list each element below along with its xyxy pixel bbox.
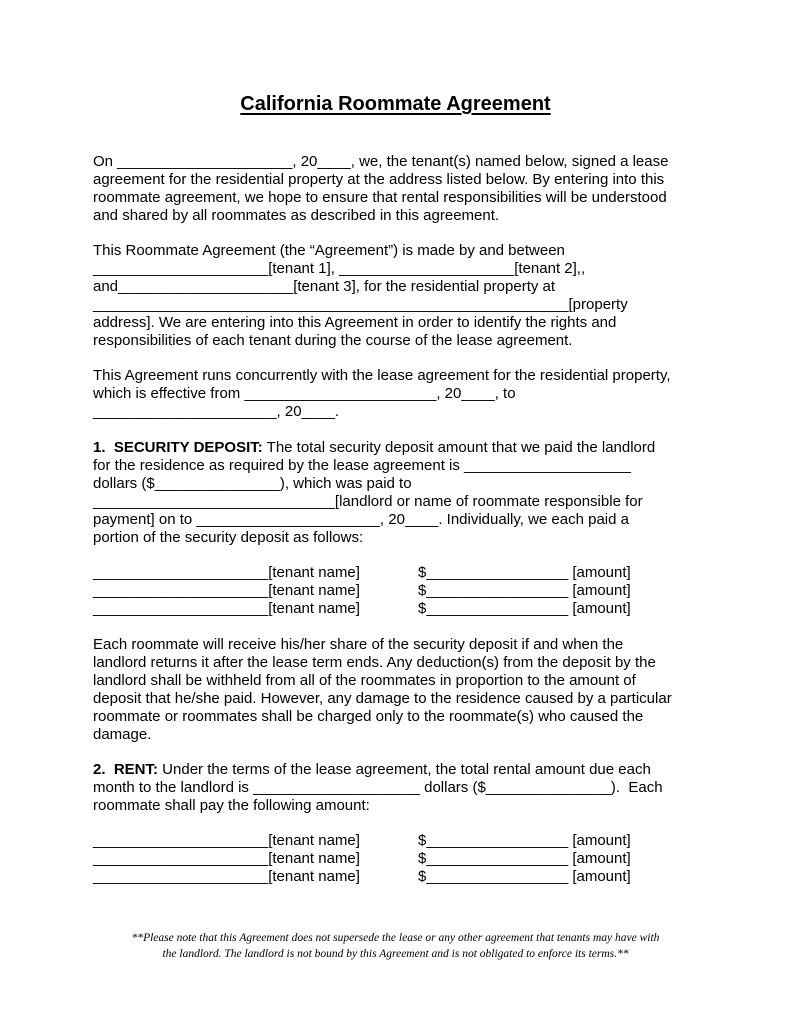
intro-line: and shared by all roommates as described in this agreement. [93,207,500,224]
section1-closing-line: roommate or roommates shall be charged only to the roommate(s) who caused the [93,708,644,725]
section1-heading: 1. SECURITY DEPOSIT: [93,439,263,456]
intro-line: roommate agreement, we hope to ensure that rental responsibilities will be understood [93,189,667,206]
parties-line: address]. We are entering into this Agreement in order to identify the rights and [93,314,617,331]
section1-first-line [93,439,655,457]
parties-line: _________________________________________________________[property [93,296,628,313]
parties-line: _____________________[tenant 1], _____________________[tenant 2],, [93,260,586,277]
term-line: ______________________, 20____. [93,403,340,420]
section1-closing-line: landlord shall be withheld from all of the roommates in proportion to the amount of [93,672,636,689]
section1-line: dollars ($_______________), which was paid to [93,475,412,492]
deposit-tenant-amount: $_________________ [amount] [418,564,631,581]
rent-tenant-name: _____________________[tenant name] [93,832,360,849]
section1-line: portion of the security deposit as follows: [93,529,364,546]
deposit-tenant-name: _____________________[tenant name] [93,600,360,617]
intro-line: On _____________________, 20____, we, the tenant(s) named below, signed a lease [93,153,669,170]
footer-note-line: the landlord. The landlord is not bound by this Agreement and is not obligated to enforce its terms.** [162,948,629,960]
rent-tenant-amount: $_________________ [amount] [418,832,631,849]
parties-line: responsibilities of each tenant during the course of the lease agreement. [93,332,573,349]
footer-note-line: **Please note that this Agreement does not supersede the lease or any other agreement that tenants may have with [131,932,660,944]
term-line: which is effective from _______________________, 20____, to [93,385,516,402]
rent-tenant-name: _____________________[tenant name] [93,868,360,885]
section1-closing-line: landlord returns it after the lease term ends. Any deduction(s) from the deposit by the [93,654,656,671]
parties-line: and_____________________[tenant 3], for the residential property at [93,278,556,295]
section2-line: month to the landlord is ____________________ dollars ($_______________). Each [93,779,663,796]
parties-line: This Roommate Agreement (the “Agreement”) is made by and between [93,242,565,259]
section2-first-line [93,761,651,779]
rent-tenant-name: _____________________[tenant name] [93,850,360,867]
term-line: This Agreement runs concurrently with the lease agreement for the residential property, [93,367,671,384]
section2-heading: 2. RENT: [93,761,159,778]
intro-line: agreement for the residential property at the address listed below. By entering into this [93,171,665,188]
section1-line: for the residence as required by the lease agreement is ____________________ [93,457,631,474]
section2-line: roommate shall pay the following amount: [93,797,370,814]
section1-closing-line: deposit that he/she paid. However, any damage to the residence caused by a particular [93,690,672,707]
section1-line: payment] on to ______________________, 20____. Individually, we each paid a [93,511,629,528]
section2-first-line-text: Under the terms of the lease agreement, the total rental amount due each [158,761,651,778]
document-title: California Roommate Agreement [240,93,551,115]
deposit-tenant-amount: $_________________ [amount] [418,600,631,617]
deposit-tenant-name: _____________________[tenant name] [93,582,360,599]
section1-closing-line: damage. [93,726,152,743]
rent-tenant-amount: $_________________ [amount] [418,868,631,885]
section1-line: _____________________________[landlord or name of roommate responsible for [93,493,643,510]
deposit-tenant-amount: $_________________ [amount] [418,582,631,599]
rent-tenant-amount: $_________________ [amount] [418,850,631,867]
section1-first-line-text: The total security deposit amount that we paid the landlord [262,439,656,456]
section1-closing-line: Each roommate will receive his/her share of the security deposit if and when the [93,636,624,653]
deposit-tenant-name: _____________________[tenant name] [93,564,360,581]
